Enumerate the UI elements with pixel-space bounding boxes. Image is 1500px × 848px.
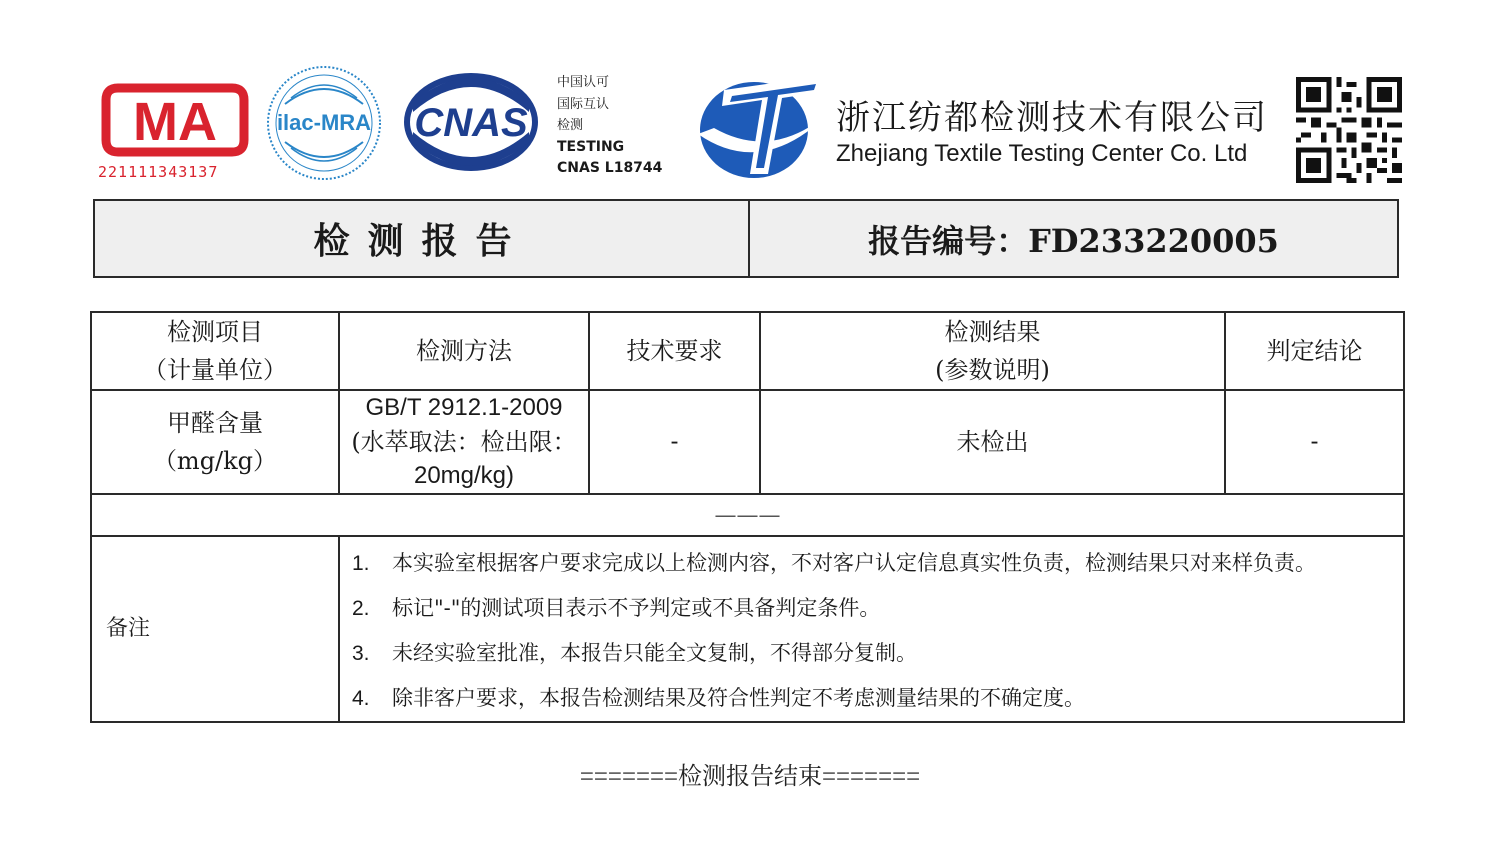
company-name-zh: 浙江纺都检测技术有限公司 <box>836 98 1268 138</box>
cnas-line-4: TESTING <box>557 138 625 155</box>
end-text: 检测报告结束 <box>678 762 822 790</box>
report-number: 报告编号：FD233220005 <box>868 221 1279 260</box>
svg-text:CNAS: CNAS <box>414 101 528 145</box>
header-requirement: 技术要求 <box>589 312 760 390</box>
header-result: 检测结果 (参数说明) <box>760 312 1225 390</box>
svg-text:MA: MA <box>133 92 217 152</box>
ftc-logo-icon <box>694 70 836 182</box>
cnas-line-5: CNAS L18744 <box>557 160 663 176</box>
qr-code-icon <box>1296 77 1402 183</box>
header-method: 检测方法 <box>339 312 589 390</box>
cnas-accreditation-text <box>557 72 677 180</box>
cnas-line-3: 检测 <box>557 118 584 133</box>
ilac-mra-seal-icon <box>265 64 383 182</box>
cell-item: 甲醛含量 （mg/kg） <box>91 390 339 494</box>
cnas-line-2: 国际互认 <box>557 96 610 112</box>
note-item: 2. 标记"-"的测试项目表示不予判定或不具备判定条件。 <box>352 596 881 620</box>
title-bar <box>93 199 1399 278</box>
separator-cell <box>91 494 1404 536</box>
cma-logo-icon <box>100 78 250 163</box>
header-item: 检测项目 （计量单位） <box>91 312 339 390</box>
company-name-en: Zhejiang Textile Testing Center Co. Ltd <box>836 140 1248 167</box>
header-conclusion: 判定结论 <box>1225 312 1404 390</box>
svg-text:ilac-MRA: ilac-MRA <box>276 110 372 135</box>
separator-dash: ——— <box>714 503 781 528</box>
cell-requirement: - <box>589 390 760 494</box>
cell-method: GB/T 2912.1-2009 (水萃取法：检出限： 20mg/kg) <box>339 390 589 494</box>
notes-label: 备注 <box>91 536 339 722</box>
cma-code: 221111343137 <box>98 163 219 181</box>
notes-cell <box>339 536 1404 722</box>
note-item: 1. 本实验室根据客户要求完成以上检测内容，不对客户认定信息真实性负责，检测结果只对来样负责。 <box>352 551 1316 575</box>
table-row <box>91 390 1404 494</box>
notes-row <box>91 536 1404 722</box>
report-table <box>90 311 1405 723</box>
table-header-row <box>91 312 1404 390</box>
end-right-marks: ======= <box>822 763 921 790</box>
end-left-marks: ======= <box>579 763 678 790</box>
note-item: 4. 除非客户要求，本报告检测结果及符合性判定不考虑测量结果的不确定度。 <box>352 686 1085 710</box>
cnas-line-1: 中国认可 <box>557 75 610 90</box>
cell-conclusion: - <box>1225 390 1404 494</box>
report-title: 检测报告 <box>95 201 750 276</box>
report-end-line <box>0 756 1500 791</box>
separator-row <box>91 494 1404 536</box>
note-item: 3. 未经实验室批准，本报告只能全文复制，不得部分复制。 <box>352 641 917 665</box>
cnas-logo-icon <box>403 72 539 172</box>
cell-result: 未检出 <box>760 390 1225 494</box>
